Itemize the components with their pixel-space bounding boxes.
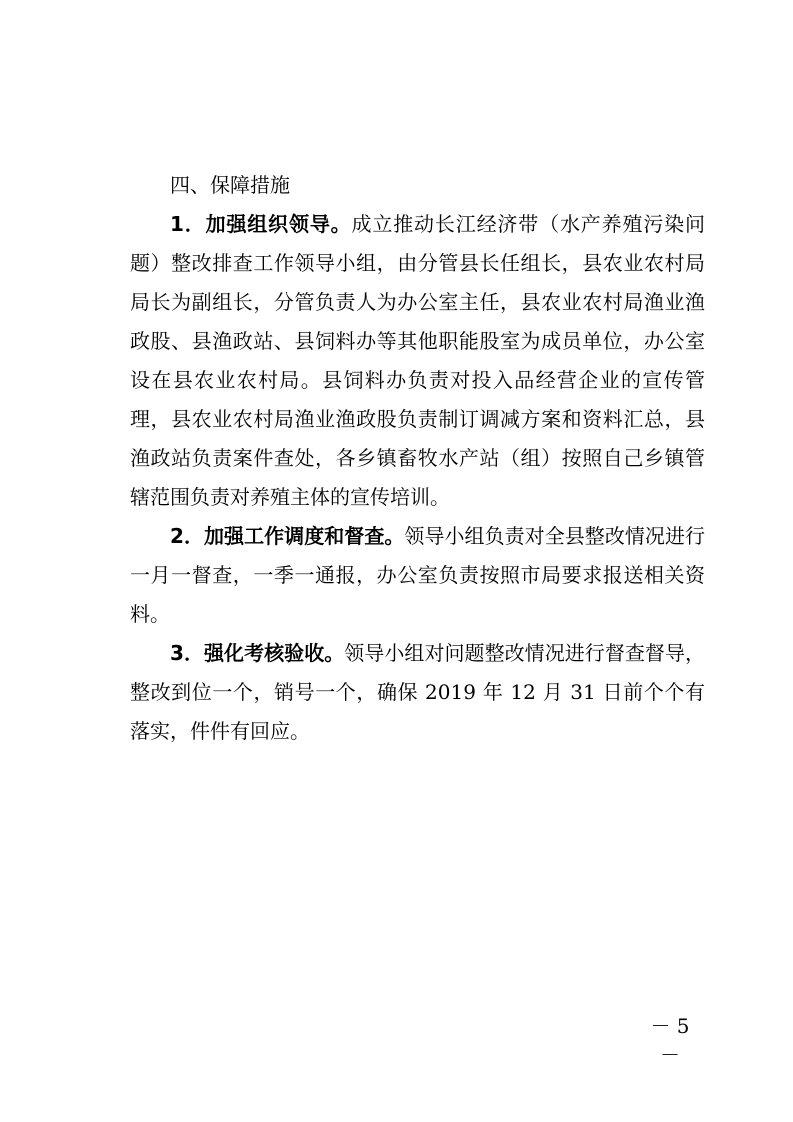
paragraph-lead: 2．加强工作调度和督查。 (170, 524, 405, 548)
paragraph-organization-leadership (130, 205, 705, 517)
page-number: － 5 － (650, 1014, 690, 1067)
section-heading: 四、保障措施 (170, 173, 290, 197)
paragraph-assessment-acceptance (130, 634, 705, 751)
paragraph-lead: 3．强化考核验收。 (170, 641, 345, 665)
document-body (130, 166, 705, 751)
paragraph-body: 成立推动长江经济带（水产养殖污染问题）整改排查工作领导小组，由分管县长任组长，县农业农村局局长为副组长，分管负责人为办公室主任，县农业农村局渔业渔政股、县渔政站、县饲料办等其他职能股室为成员单位，办公室设在县农业农村局。县饲料办负责对投入品经营企业的宣传管理，县农业农村局渔业渔政股负责制订调减方案和资料汇总，县渔政站负责案件查处，各乡镇畜牧水产站（组）按照自己乡镇管辖范围负责对养殖主体的宣传培训。 (130, 212, 706, 509)
paragraph-body: 领导小组对问题整改情况进行督查督导，整改到位一个，销号一个，确保 2019 年 12 月 31 日前个个有落实，件件有回应。 (130, 641, 706, 743)
paragraph-scheduling-supervision (130, 517, 705, 634)
paragraph-lead: 1．加强组织领导。 (170, 212, 352, 236)
paragraph-body: 领导小组负责对全县整改情况进行一月一督查，一季一通报，办公室负责按照市局要求报送相关资料。 (130, 524, 706, 626)
